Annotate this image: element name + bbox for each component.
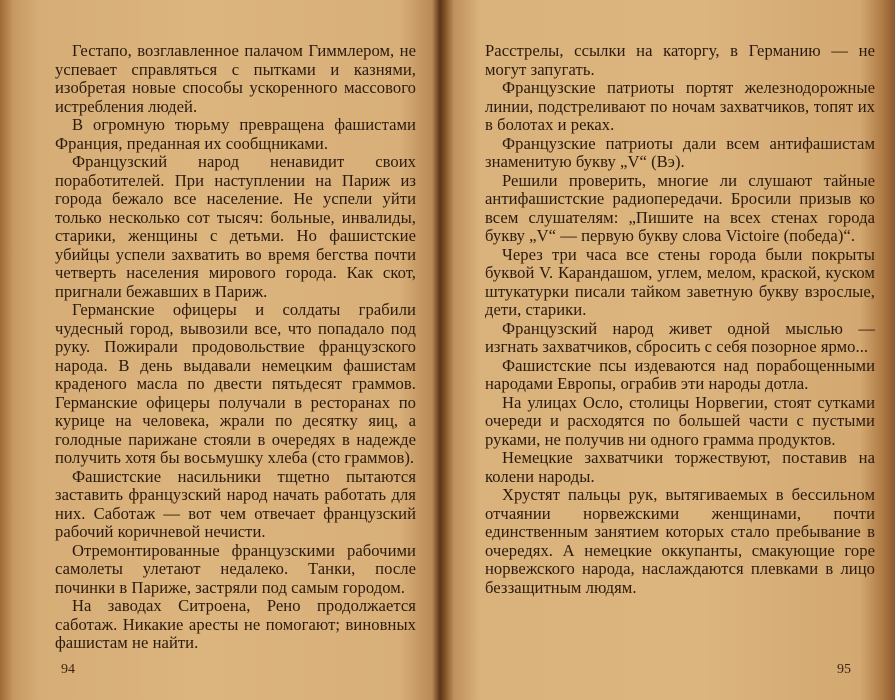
paragraph: Французский народ ненавидит своих поработителей. При наступлении на Париж из города бежало все население. Не успели уйти только несколько сот тысяч: больные, инвалиды, старики, женщины с детьми. Но фашистские убийцы успели захватить во время бегства почти четверть населения мирового города. Как скот, пригнали бежавших в Париж.	[55, 152, 416, 301]
paragraph: Германские офицеры и солдаты грабили чудесный город, вывозили все, что попадало под руку. Пожирали продовольствие французского народа. В день выдавали немецким фашистам краденого масла по двести пятьдесят граммов. Германские офицеры получали в ресторанах по курице на человека, жрали по десятку яиц, а голодные парижане стояли в очередях в надежде получить хотя бы восьмушку хлеба (сто граммов).	[55, 300, 416, 467]
paragraph: Через три часа все стены города были покрыты буквой V. Карандашом, углем, мелом, краской, куском штукатурки писали тайком заветную букву взрослые, дети, старики.	[485, 244, 875, 319]
paragraph: На улицах Осло, столицы Норвегии, стоят сутками очереди и расходятся по большей части с пустыми руками, не получив ни одного грамма продуктов.	[485, 392, 875, 449]
paragraph: Французский народ живет одной мыслью — изгнать захватчиков, сбросить с себя позорное ярмо...	[485, 318, 875, 356]
left-page	[0, 0, 438, 700]
paragraph: Отремонтированные французскими рабочими самолеты улетают недалеко. Танки, после починки в Париже, застряли под самым городом.	[55, 540, 416, 597]
paragraph: Гестапо, возглавленное палачом Гиммлером, не успевает справляться с пытками и казнями, изобретая новые способы ускоренного массового истребления людей.	[55, 41, 416, 116]
paragraph: Решили проверить, многие ли слушают тайные антифашистские радиопередачи. Бросили призыв ко всем слушателям: „Пишите на всех стенах города букву „V“ — первую букву слова Victoire (победа)“.	[485, 170, 875, 245]
paragraph: Хрустят пальцы рук, вытягиваемых в бессильном отчаянии норвежскими женщинами, почти единственным занятием которых стало пребывание в очередях. А немецкие оккупанты, смакующие горе норвежского народа, наслаждаются плевками в лицо беззащитным людям.	[485, 485, 875, 597]
paragraph: На заводах Ситроена, Рено продолжается саботаж. Никакие аресты не помогают; виновных фашистам не найти.	[55, 596, 416, 652]
paragraph: Французские патриоты портят железнодорожные линии, подстреливают по ночам захватчиков, топят их в болотах и реках.	[485, 78, 875, 134]
paragraph: Французские патриоты дали всем антифашистам знаменитую букву „V“ (Вэ).	[485, 133, 875, 171]
paragraph: Немецкие захватчики торжествуют, поставив на колени народы.	[485, 448, 875, 486]
paragraph: Фашистские насильники тщетно пытаются заставить французский народ начать работать для них. Саботаж — вот чем отвечает французский рабочий коричневой нечисти.	[55, 466, 416, 541]
paragraph: Фашистские псы издеваются над порабощенными народами Европы, ограбив эти народы дотла.	[485, 355, 875, 393]
page-number: 95	[837, 662, 851, 677]
paragraph-continuation: Расстрелы, ссылки на каторгу, в Германию — не могут запугать.	[485, 41, 875, 79]
right-page	[448, 0, 895, 700]
paragraph: В огромную тюрьму превращена фашистами Франция, преданная их сообщниками.	[55, 115, 416, 153]
page-number: 94	[61, 662, 75, 677]
